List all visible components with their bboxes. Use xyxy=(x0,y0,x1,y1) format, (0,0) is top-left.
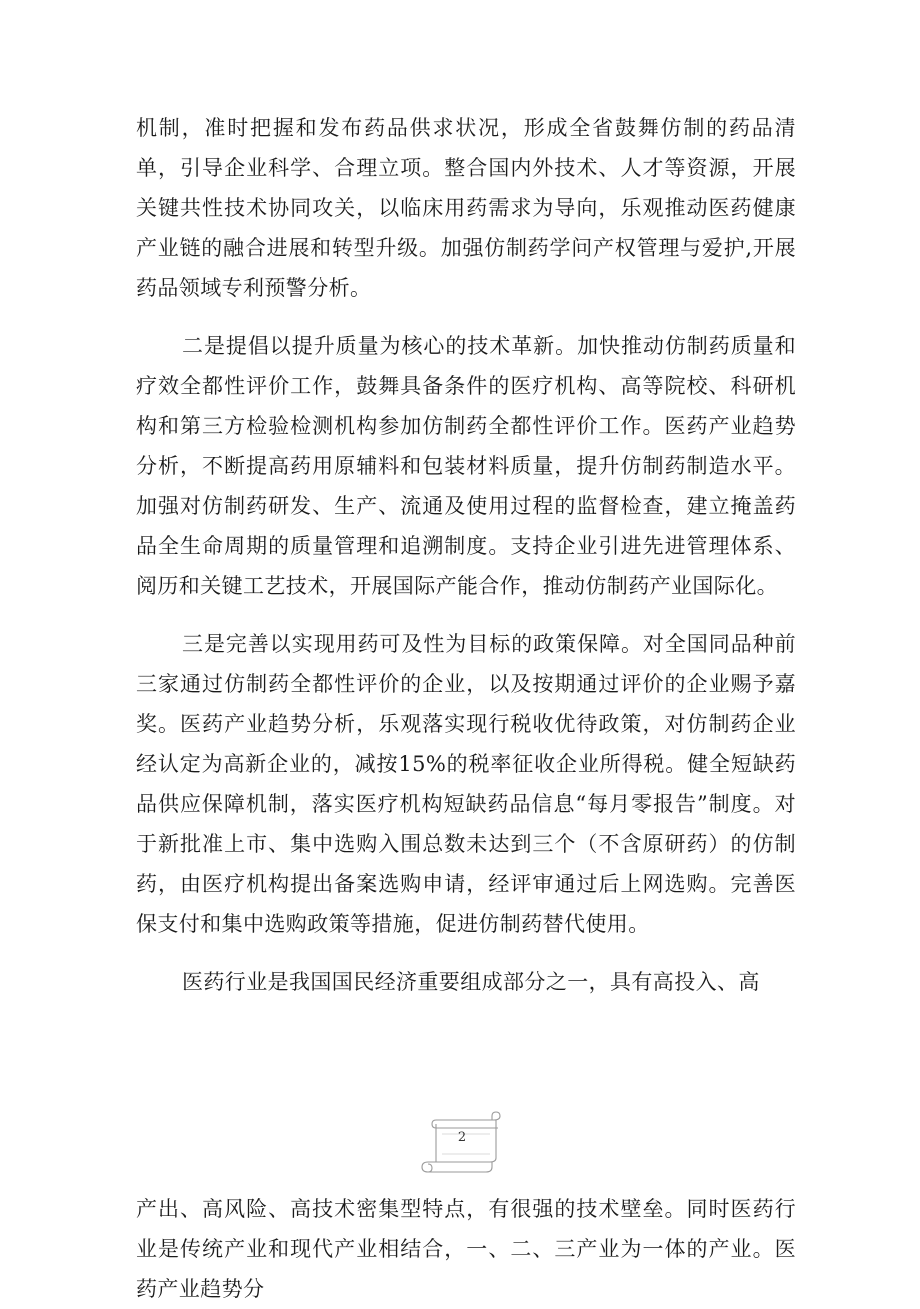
page-number: 2 xyxy=(457,1130,467,1145)
page-body-top xyxy=(136,108,796,1002)
paragraph-continuation: 机制，准时把握和发布药品供求状况，形成全省鼓舞仿制的药品清单，引导企业科学、合理立项。整合国内外技术、人才等资源，开展关键共性技术协同攻关，以临床用药需求为导向，乐观推动医药健康产业链的融合进展和转型升级。加强仿制药学问产权管理与爱护,开展药品领域专利预警分析。 xyxy=(136,116,796,300)
paragraph-point-two: 二是提倡以提升质量为核心的技术革新。加快推动仿制药质量和疗效全都性评价工作，鼓舞具备条件的医疗机构、高等院校、科研机构和第三方检验检测机构参加仿制药全都性评价工作。医药产业趋势分析，不断提高药用原辅料和包装材料质量，提升仿制药制造水平。加强对仿制药研发、生产、流通及使用过程的监督检查，建立掩盖药品全生命周期的质量管理和追溯制度。支持企业引进先进管理体系、阅历和关键工艺技术，开展国际产能合作，推动仿制药产业国际化。 xyxy=(136,334,796,598)
paragraph-industry-continuation: 产出、高风险、高技术密集型特点，有很强的技术壁垒。同时医药行业是传统产业和现代产业相结合，一、二、三产业为一体的产业。医药产业趋势分 xyxy=(136,1197,796,1301)
page-body-bottom xyxy=(136,1189,796,1309)
paragraph-industry-intro: 医药行业是我国国民经济重要组成部分之一，具有高投入、高 xyxy=(182,970,760,994)
page-number-scroll-badge xyxy=(416,1110,508,1176)
paragraph-point-three: 三是完善以实现用药可及性为目标的政策保障。对全国同品种前三家通过仿制药全都性评价的企业，以及按期通过评价的企业赐予嘉奖。医药产业趋势分析，乐观落实现行税收优待政策，对仿制药企业经认定为高新企业的，减按15%的税率征收企业所得税。健全短缺药品供应保障机制，落实医疗机构短缺药品信息“每月零报告”制度。对于新批准上市、集中选购入围总数未达到三个（不含原研药）的仿制药，由医疗机构提出备案选购申请，经评审通过后上网选购。完善医保支付和集中选购政策等措施，促进仿制药替代使用。 xyxy=(136,632,796,936)
